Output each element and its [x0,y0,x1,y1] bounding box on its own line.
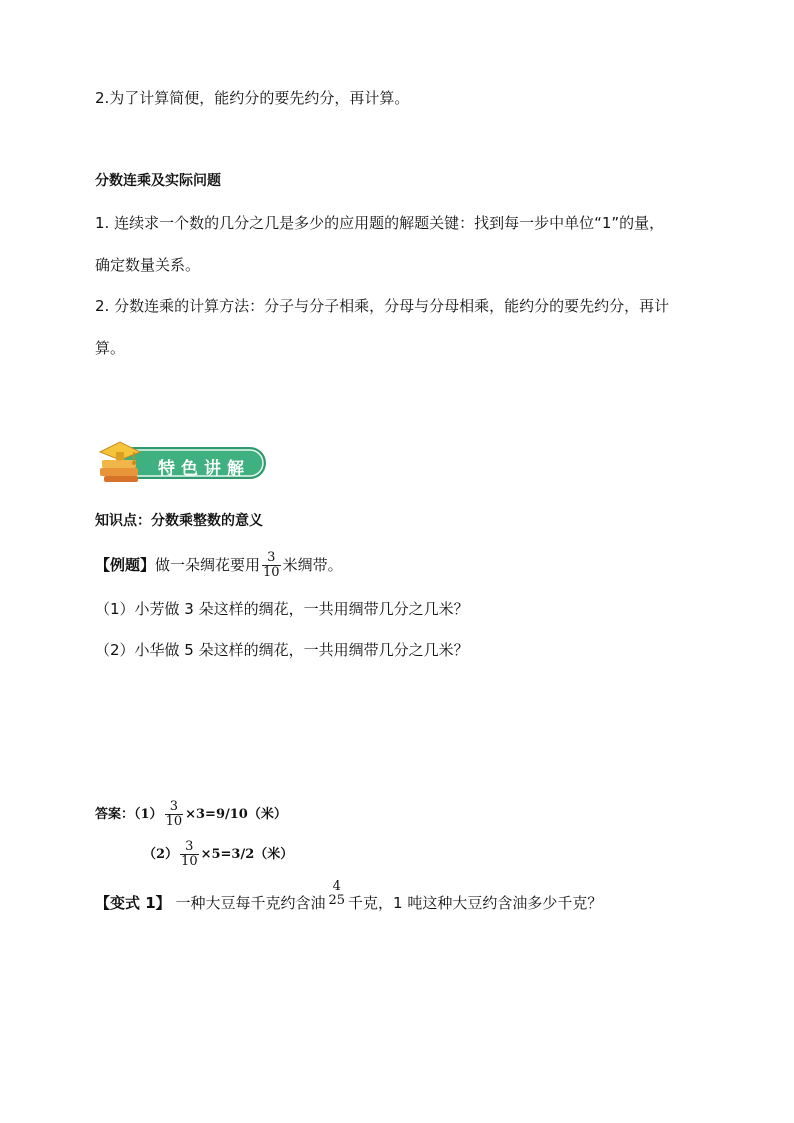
answer-1-fraction [165,800,184,829]
answer-2-expression: ×5=3/2（米） [200,847,294,862]
fraction-denominator: 10 [263,565,280,580]
section-heading: 分数连乘及实际问题 [95,173,221,189]
example-text-post: 米绸带。 [282,556,343,574]
variant-fraction [327,880,346,908]
paragraph-1-line-1: 1. 连续求一个数的几分之几是多少的应用题的解题关键：找到每一步中单位“1”的量， [95,214,665,232]
paragraph-1-line-2: 确定数量关系。 [95,256,201,274]
answer-line-2 [143,838,293,872]
variant-1-line [95,878,603,920]
example-label: 【例题】 [95,556,156,574]
answer-2-fraction [180,840,199,869]
answer-line-1 [95,798,287,832]
paragraph-2-line-1: 2. 分数连乘的计算方法：分子与分子相乘，分母与分母相乘，能约分的要先约分，再计 [95,297,670,315]
knowledge-point-title: 知识点：分数乘整数的意义 [95,513,263,529]
example-text-pre: 做一朵绸花要用 [155,556,261,574]
example-line [95,548,343,582]
answer-label: 答案： [95,807,135,822]
fraction-numerator: 3 [267,550,276,565]
answer-1-expression: ×3=9/10（米） [185,807,287,822]
variant-text-pre: 一种大豆每千克约含油 [175,894,326,912]
variant-text-post: 千克，1 吨这种大豆约含油多少千克？ [348,894,603,912]
answer-1-index: （1） [134,807,163,822]
paragraph-2-line-2: 算。 [95,339,126,357]
question-1: （1）小芳做 3 朵这样的绸花，一共用绸带几分之几米？ [95,600,469,618]
banner-title: 特色讲解 [158,459,250,479]
example-fraction [262,551,281,580]
fraction-numerator: 3 [169,799,178,814]
fraction-denominator: 10 [165,814,183,829]
variant-label: 【变式 1】 [95,894,171,912]
fraction-numerator: 3 [185,839,194,854]
question-2: （2）小华做 5 朵这样的绸花，一共用绸带几分之几米？ [95,641,469,659]
fraction-numerator: 4 [332,878,341,894]
fraction-denominator: 10 [181,854,198,869]
feature-banner [96,438,268,488]
answer-2-index: （2） [143,847,179,862]
fraction-denominator: 25 [328,892,346,908]
rule-2-text: 2.为了计算简便，能约分的要先约分，再计算。 [95,89,410,107]
